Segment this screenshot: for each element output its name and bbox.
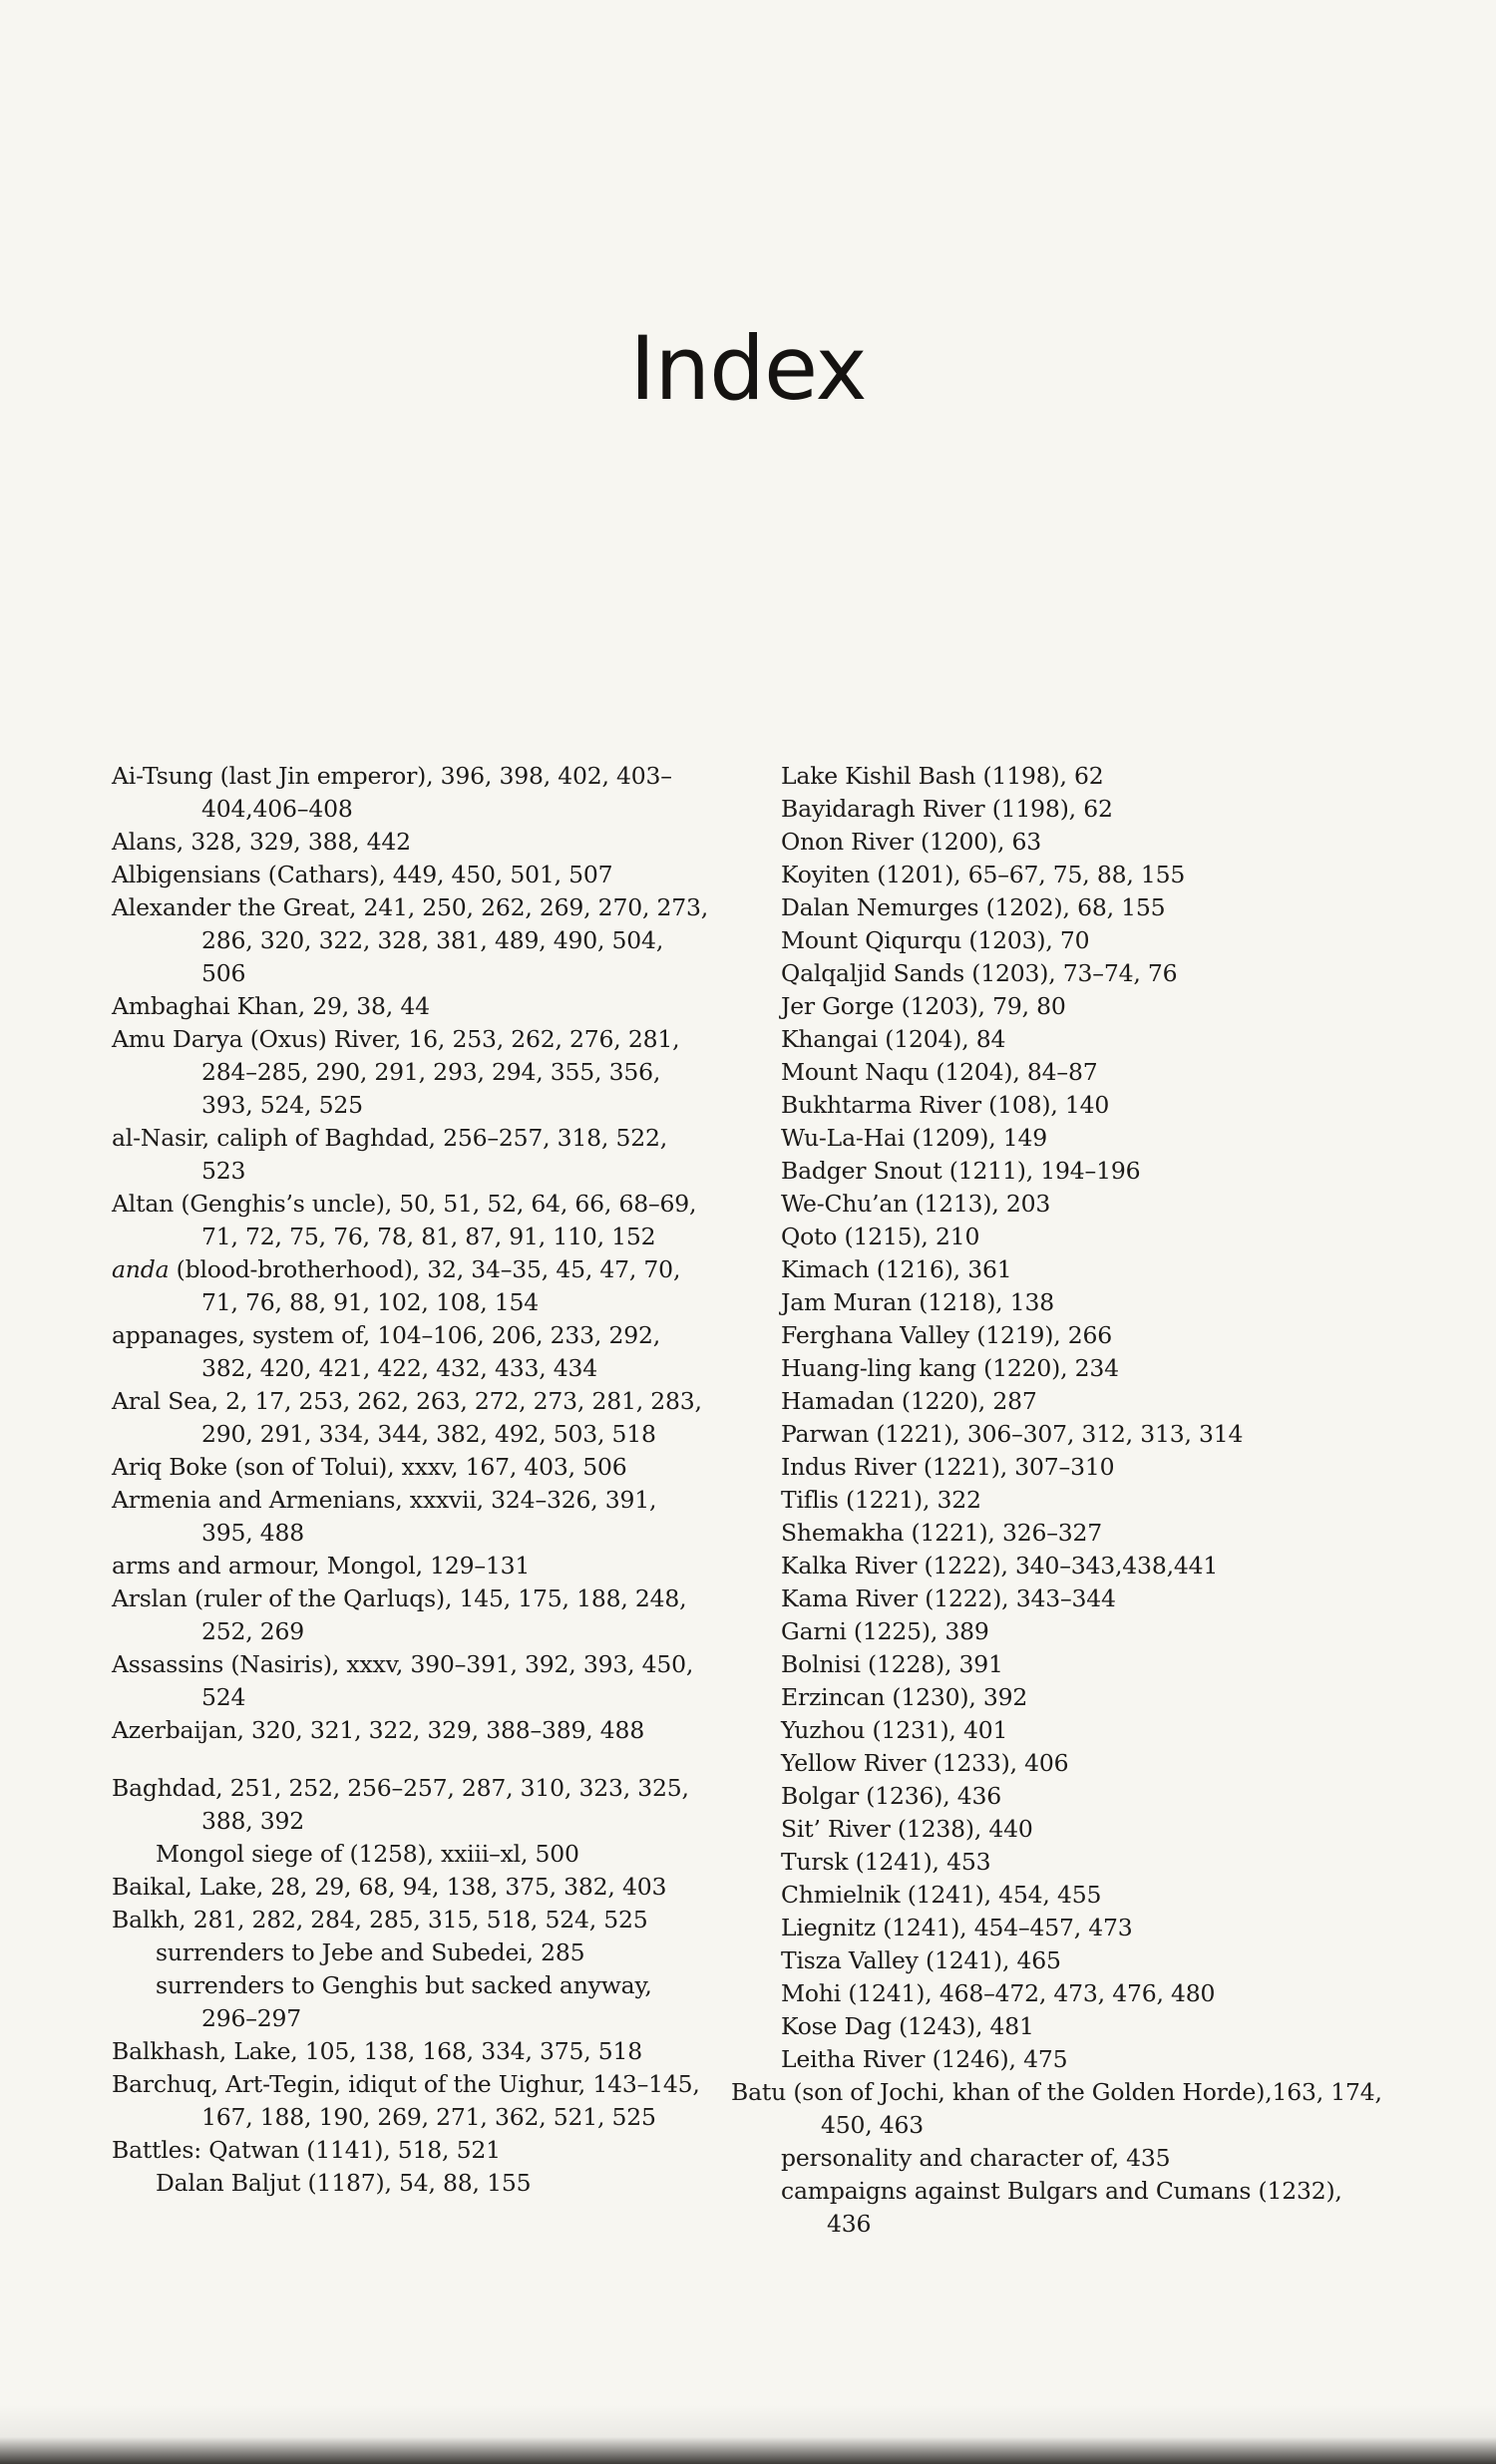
index-entry: Balkh, 281, 282, 284, 285, 315, 518, 524, 525 [112, 1906, 648, 1934]
index-subentry: Parwan (1221), 306–307, 312, 313, 314 [781, 1420, 1244, 1448]
index-subentry: Liegnitz (1241), 454–457, 473 [781, 1914, 1133, 1941]
index-subentry: Onon River (1200), 63 [781, 828, 1042, 856]
index-entry: Assassins (Nasiris), xxxv, 390–391, 392, 393, 450, 524 [112, 1650, 694, 1711]
index-subentry: Wu-La-Hai (1209), 149 [781, 1124, 1048, 1152]
index-entry: Azerbaijan, 320, 321, 322, 329, 388–389, 488 [112, 1716, 645, 1744]
index-entry: Albigensians (Cathars), 449, 450, 501, 507 [112, 861, 613, 888]
index-entry: Alexander the Great, 241, 250, 262, 269, 270, 273, 286, 320, 322, 328, 381, 489, 490, 504, 506 [112, 893, 709, 987]
index-subentry: Bayidaragh River (1198), 62 [781, 795, 1113, 823]
index-subentry: Ferghana Valley (1219), 266 [781, 1321, 1113, 1349]
index-entry: arms and armour, Mongol, 129–131 [112, 1552, 531, 1580]
index-subentry: Bolgar (1236), 436 [781, 1782, 1002, 1810]
index-entry: Baikal, Lake, 28, 29, 68, 94, 138, 375, 382, 403 [112, 1873, 667, 1901]
index-entry: Aral Sea, 2, 17, 253, 262, 263, 272, 273, 281, 283, 290, 291, 334, 344, 382, 492, 503, 518 [112, 1387, 702, 1448]
index-subentry: personality and character of, 435 [781, 2144, 1171, 2172]
index-subentry: Jam Muran (1218), 138 [781, 1288, 1054, 1316]
index-entry: Batu (son of Jochi, khan of the Golden Horde),163, 174, 450, 463 [731, 2078, 1382, 2139]
section-gap [112, 1747, 710, 1772]
index-subentry: Garni (1225), 389 [781, 1617, 989, 1645]
index-subentry: Mohi (1241), 468–472, 473, 476, 480 [781, 1979, 1216, 2007]
index-subentry: Qalqaljid Sands (1203), 73–74, 76 [781, 959, 1178, 987]
index-entry: Armenia and Armenians, xxxvii, 324–326, 391, 395, 488 [112, 1486, 657, 1547]
index-subentry: Dalan Baljut (1187), 54, 88, 155 [156, 2169, 532, 2197]
index-entry [112, 1253, 710, 1319]
index-entry: Ai-Tsung (last Jin emperor), 396, 398, 402, 403–404,406–408 [112, 762, 672, 823]
page-title: Index [629, 317, 867, 420]
index-subentry: Kama River (1222), 343–344 [781, 1584, 1116, 1612]
index-subentry: Sit’ River (1238), 440 [781, 1815, 1033, 1843]
index-subentry: We-Chu’an (1213), 203 [781, 1190, 1051, 1218]
index-subentry: Mount Naqu (1204), 84–87 [781, 1058, 1098, 1086]
index-subentry: Kalka River (1222), 340–343,438,441 [781, 1552, 1219, 1580]
index-subentry: Kose Dag (1243), 481 [781, 2012, 1034, 2040]
index-subentry: Yellow River (1233), 406 [781, 1749, 1069, 1777]
index-subentry: Indus River (1221), 307–310 [781, 1453, 1115, 1481]
index-subentry: Tiflis (1221), 322 [781, 1486, 981, 1514]
index-entry-text: (blood-brotherhood), 32, 34–35, 45, 47, 70, 71, 76, 88, 91, 102, 108, 154 [169, 1255, 681, 1316]
index-entry: Alans, 328, 329, 388, 442 [112, 828, 411, 856]
index-entry: Balkhash, Lake, 105, 138, 168, 334, 375, 518 [112, 2037, 643, 2065]
index-subentry: surrenders to Jebe and Subedei, 285 [156, 1938, 585, 1966]
index-subentry: Bukhtarma River (108), 140 [781, 1091, 1110, 1119]
index-subentry: Dalan Nemurges (1202), 68, 155 [781, 893, 1166, 921]
index-column-left [112, 760, 710, 2200]
index-entry: Amu Darya (Oxus) River, 16, 253, 262, 276, 281, 284–285, 290, 291, 293, 294, 355, 356, 393, 524, 525 [112, 1025, 680, 1119]
index-column-right [731, 760, 1389, 2241]
index-subentry: Erzincan (1230), 392 [781, 1683, 1028, 1711]
index-term: anda [112, 1255, 170, 1283]
index-subentry: Hamadan (1220), 287 [781, 1387, 1037, 1415]
index-entry: appanages, system of, 104–106, 206, 233, 292, 382, 420, 421, 422, 432, 433, 434 [112, 1321, 660, 1382]
index-subentry: Kimach (1216), 361 [781, 1255, 1012, 1283]
index-subentry: Tisza Valley (1241), 465 [781, 1946, 1061, 1974]
index-entry: al-Nasir, caliph of Baghdad, 256–257, 318, 522, 523 [112, 1124, 667, 1185]
index-subentry: Mount Qiqurqu (1203), 70 [781, 926, 1090, 954]
index-subentry: Jer Gorge (1203), 79, 80 [781, 992, 1066, 1020]
index-subentry: Koyiten (1201), 65–67, 75, 88, 155 [781, 861, 1186, 888]
index-subentry: Tursk (1241), 453 [781, 1848, 991, 1876]
index-entry: Ambaghai Khan, 29, 38, 44 [112, 992, 430, 1020]
index-subentry: Badger Snout (1211), 194–196 [781, 1157, 1141, 1185]
index-subentry: Huang-ling kang (1220), 234 [781, 1354, 1119, 1382]
index-subentry: Bolnisi (1228), 391 [781, 1650, 1003, 1678]
index-subentry: campaigns against Bulgars and Cumans (1232), 436 [781, 2177, 1342, 2238]
index-subentry: surrenders to Genghis but sacked anyway, 296–297 [156, 1971, 652, 2032]
index-entry: Ariq Boke (son of Tolui), xxxv, 167, 403, 506 [112, 1453, 627, 1481]
index-entry: Baghdad, 251, 252, 256–257, 287, 310, 323, 325, 388, 392 [112, 1774, 689, 1835]
index-subentry: Khangai (1204), 84 [781, 1025, 1006, 1053]
index-subentry: Lake Kishil Bash (1198), 62 [781, 762, 1104, 790]
index-subentry: Chmielnik (1241), 454, 455 [781, 1881, 1102, 1909]
index-entry: Battles: Qatwan (1141), 518, 521 [112, 2136, 501, 2164]
index-entry: Altan (Genghis’s uncle), 50, 51, 52, 64, 66, 68–69, 71, 72, 75, 76, 78, 81, 87, 91, 110, 152 [112, 1190, 697, 1250]
index-entry: Barchuq, Art-Tegin, idiqut of the Uighur, 143–145, 167, 188, 190, 269, 271, 362, 521, 525 [112, 2070, 700, 2131]
index-subentry: Qoto (1215), 210 [781, 1223, 980, 1250]
index-subentry: Leitha River (1246), 475 [781, 2045, 1068, 2073]
index-subentry: Shemakha (1221), 326–327 [781, 1519, 1103, 1547]
index-entry: Arslan (ruler of the Qarluqs), 145, 175, 188, 248, 252, 269 [112, 1584, 687, 1645]
index-subentry: Yuzhou (1231), 401 [781, 1716, 1008, 1744]
scan-edge-shadow [0, 2404, 1496, 2464]
index-subentry: Mongol siege of (1258), xxiii–xl, 500 [156, 1840, 579, 1868]
